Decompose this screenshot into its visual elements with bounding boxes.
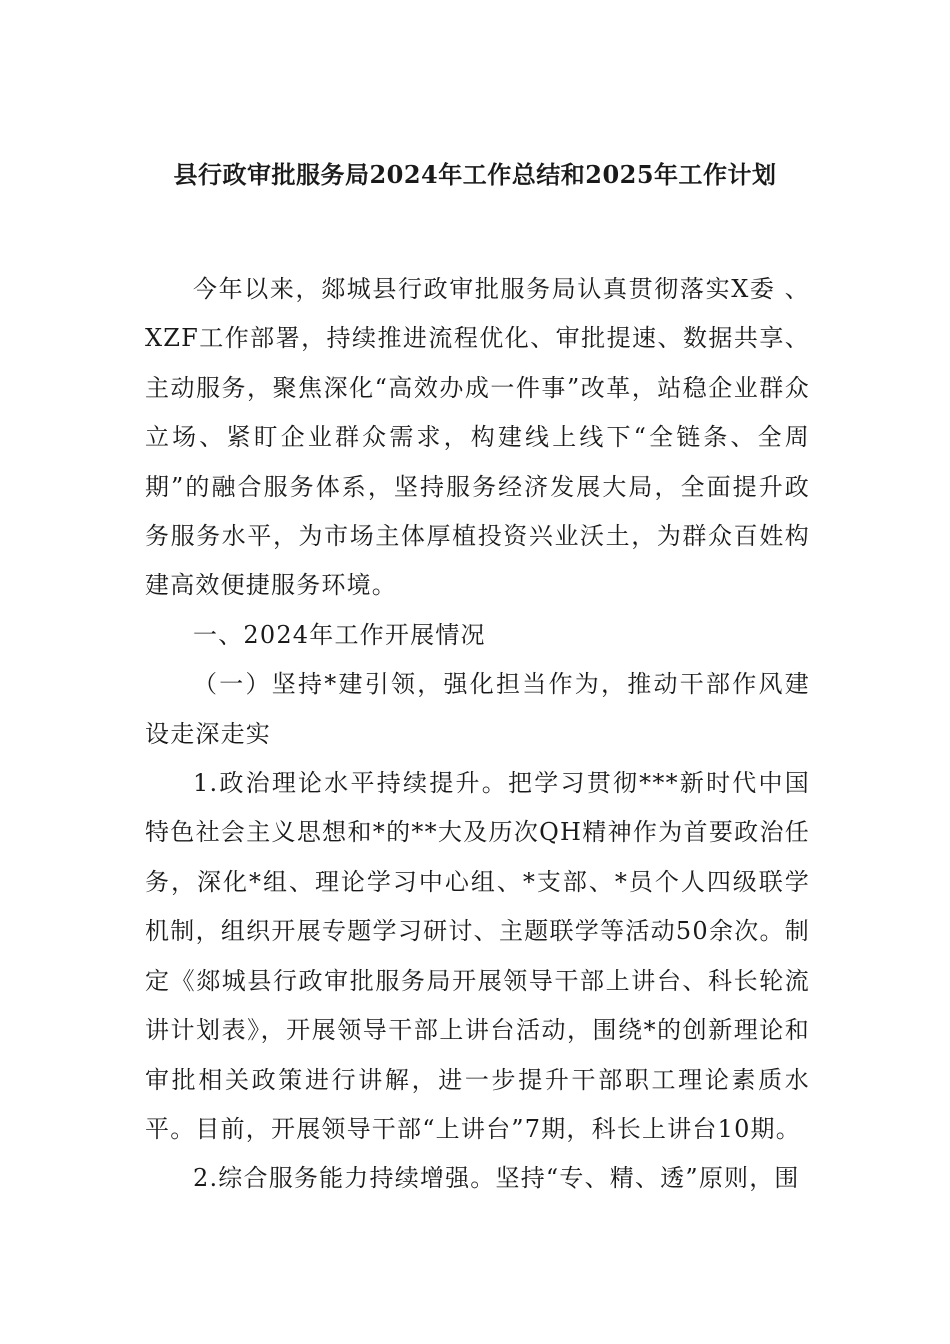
intro-paragraph: 今年以来，郯城县行政审批服务局认真贯彻落实X委 、XZF工作部署，持续推进流程优化、审批提速、数据共享、主动服务，聚焦深化“高效办成一件事”改革，站稳企业群众立场、紧盯企业群众需求，构建线上线下“全链条、全周期”的融合服务体系，坚持服务经济发展大局，全面提升政务服务水平，为市场主体厚植投资兴业沃土，为群众百姓构建高效便捷服务环境。 xyxy=(145,275,810,600)
section-heading: 一、2024年工作开展情况 xyxy=(193,620,486,649)
body-paragraph-item-1: 1.政治理论水平持续提升。把学习贯彻***新时代中国特色社会主义思想和*的**大及历次QH精神作为首要政治任务，深化*组、理论学习中心组、*支部、*员个人四级联学机制，组织开展专题学习研讨、主题联学等活动50余次。制定《郯城县行政审批服务局开展领导干部上讲台、科长轮流讲计划表》，开展领导干部上讲台活动，围绕*的创新理论和审批相关政策进行讲解，进一步提升干部职工理论素质水平。目前，开展领导干部“上讲台”7期，科长上讲台10期。 xyxy=(145,769,810,1143)
document-title: 县行政审批服务局2024年工作总结和2025年工作计划 xyxy=(173,160,777,189)
document-body xyxy=(145,265,810,1204)
subsection-heading: （一）坚持*建引领，强化担当作为，推动干部作风建设走深走实 xyxy=(145,670,810,748)
body-paragraph-item-2: 2.综合服务能力持续增强。坚持“专、精、透”原则，围 xyxy=(193,1164,800,1193)
